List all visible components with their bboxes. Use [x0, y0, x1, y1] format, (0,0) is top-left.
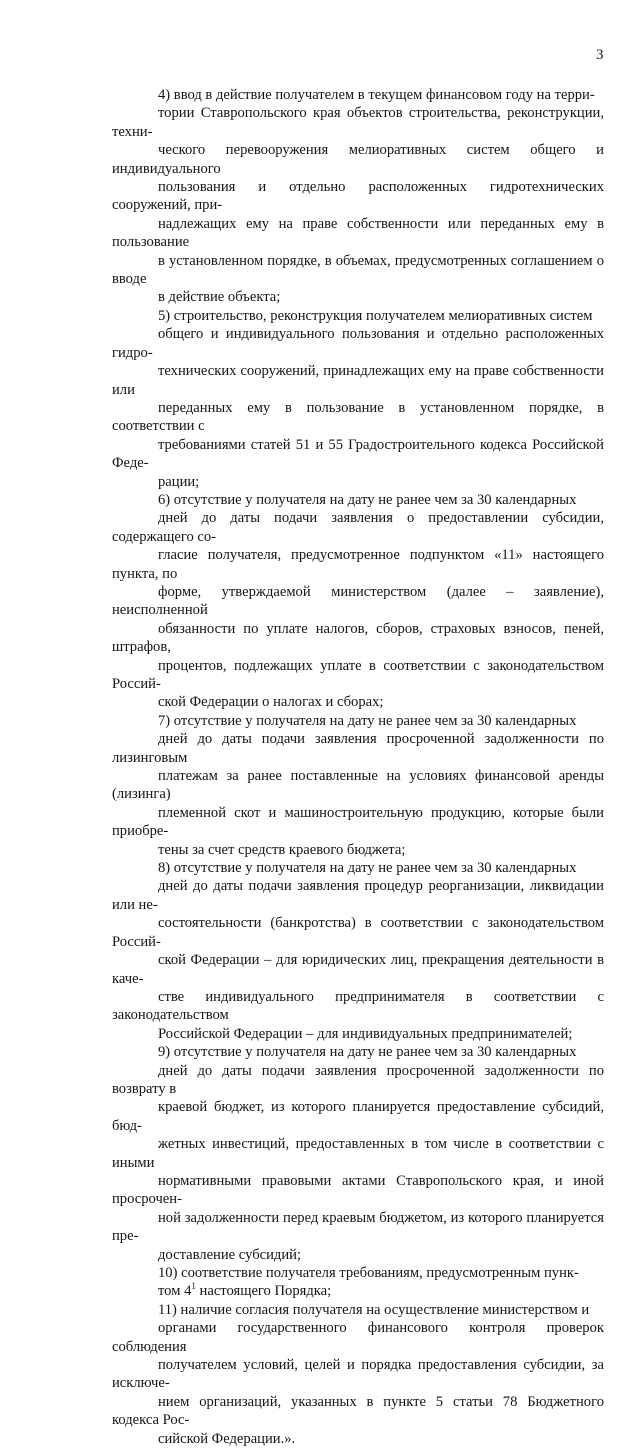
page-number: 3 [596, 47, 604, 63]
text-line: состоятельности (банкротства) в соответствии с законодательством Россий- [112, 915, 604, 950]
text-line: получателем условий, целей и порядка предоставления субсидии, за исключе- [112, 1357, 604, 1392]
text-line: 6) отсутствие у получателя на дату не ранее чем за 30 календарных [158, 491, 577, 508]
text-line: нормативными правовыми актами Ставропольского края, и иной просрочен- [112, 1172, 604, 1208]
text-line: ской Федерации о налогах и сборах; [158, 694, 384, 711]
text-line: ной задолженности перед краевым бюджетом, из которого планируется пре- [112, 1209, 604, 1245]
text-line: требованиями статей 51 и 55 Градостроительного кодекса Российской Феде- [112, 436, 604, 472]
text-line: гласие получателя, предусмотренное подпунктом «11» настоящего пункта, по [112, 547, 604, 582]
text-line: обязанности по уплате налогов, сборов, страховых взносов, пеней, штрафов, [112, 620, 604, 656]
text-line: дней до даты подачи заявления процедур реорганизации, ликвидации или не- [112, 878, 604, 913]
text-line: Российской Федерации – для индивидуальных предпринимателей; [158, 1025, 573, 1042]
text-line: рации; [158, 473, 200, 490]
text-line: органами государственного финансового контроля проверок соблюдения [112, 1320, 604, 1355]
text-line-with-superscript [112, 1282, 604, 1300]
text-line: дней до даты подачи заявления просроченной задолженности по лизинговым [112, 731, 604, 766]
text-line: племенной скот и машиностроительную продукцию, которые были приобре- [112, 804, 604, 840]
text-line: доставление субсидий; [158, 1246, 302, 1263]
text-line: нием организаций, указанных в пункте 5 статьи 78 Бюджетного кодекса Рос- [112, 1393, 604, 1429]
text-line: в установленном порядке, в объемах, предусмотренных соглашением о вводе [112, 252, 604, 288]
text-fragment: настоящего Порядка; [195, 1283, 332, 1300]
text-line: 7) отсутствие у получателя на дату не ранее чем за 30 календарных [158, 712, 577, 729]
text-line: стве индивидуального предпринимателя в соответствии с законодательством [112, 988, 604, 1024]
text-line: 10) соответствие получателя требованиям, предусмотренным пунк- [158, 1265, 579, 1281]
paragraph-item-5 [112, 307, 604, 491]
text-line: 9) отсутствие у получателя на дату не ранее чем за 30 календарных [158, 1044, 577, 1061]
text-line: пользования и отдельно расположенных гидротехнических сооружений, при- [112, 179, 604, 214]
paragraph-item-4 [112, 86, 604, 307]
paragraph-item-6 [112, 491, 604, 712]
text-line: ской Федерации – для юридических лиц, прекращения деятельности в каче- [112, 952, 604, 987]
text-line: платежам за ранее поставленные на условиях финансовой аренды (лизинга) [112, 768, 604, 803]
text-line: переданных ему в пользование в установленном порядке, в соответствии с [112, 399, 604, 435]
text-line: тории Ставропольского края объектов строительства, реконструкции, техни- [112, 105, 604, 140]
text-line: общего и индивидуального пользования и отдельно расположенных гидро- [112, 326, 604, 361]
text-line: ческого перевооружения мелиоративных систем общего и индивидуального [112, 142, 604, 177]
text-line: 8) отсутствие у получателя на дату не ранее чем за 30 календарных [158, 860, 577, 877]
document-body [112, 86, 604, 1448]
text-line: 4) ввод в действие получателем в текущем финансовом году на терри- [158, 87, 595, 103]
paragraph-item-11 [112, 1301, 604, 1448]
text-line: дней до даты подачи заявления о предоставлении субсидии, содержащего со- [112, 510, 604, 545]
text-line: 5) строительство, реконструкция получателем мелиоративных систем [158, 307, 593, 324]
paragraph-item-9 [112, 1043, 604, 1264]
text-line: надлежащих ему на праве собственности или переданных ему в пользование [112, 215, 604, 251]
text-line: технических сооружений, принадлежащих ему на праве собственности или [112, 363, 604, 398]
paragraph-item-10 [112, 1264, 604, 1301]
paragraph-item-7 [112, 712, 604, 859]
text-line: краевой бюджет, из которого планируется предоставление субсидий, бюд- [112, 1099, 604, 1134]
text-line: жетных инвестиций, предоставленных в том числе в соответствии с иными [112, 1136, 604, 1171]
text-line: 11) наличие согласия получателя на осуществление министерством и [158, 1301, 590, 1318]
text-fragment: том 4 [158, 1283, 192, 1300]
text-line: тены за счет средств краевого бюджета; [158, 841, 406, 858]
paragraph-item-8 [112, 859, 604, 1043]
superscript: 1 [191, 1281, 196, 1292]
text-line: форме, утверждаемой министерством (далее – заявление), неисполненной [112, 583, 604, 619]
text-line: процентов, подлежащих уплате в соответствии с законодательством Россий- [112, 657, 604, 692]
text-line: дней до даты подачи заявления просроченной задолженности по возврату в [112, 1062, 604, 1097]
text-line: сийской Федерации.». [158, 1430, 296, 1447]
text-line: в действие объекта; [158, 289, 281, 306]
